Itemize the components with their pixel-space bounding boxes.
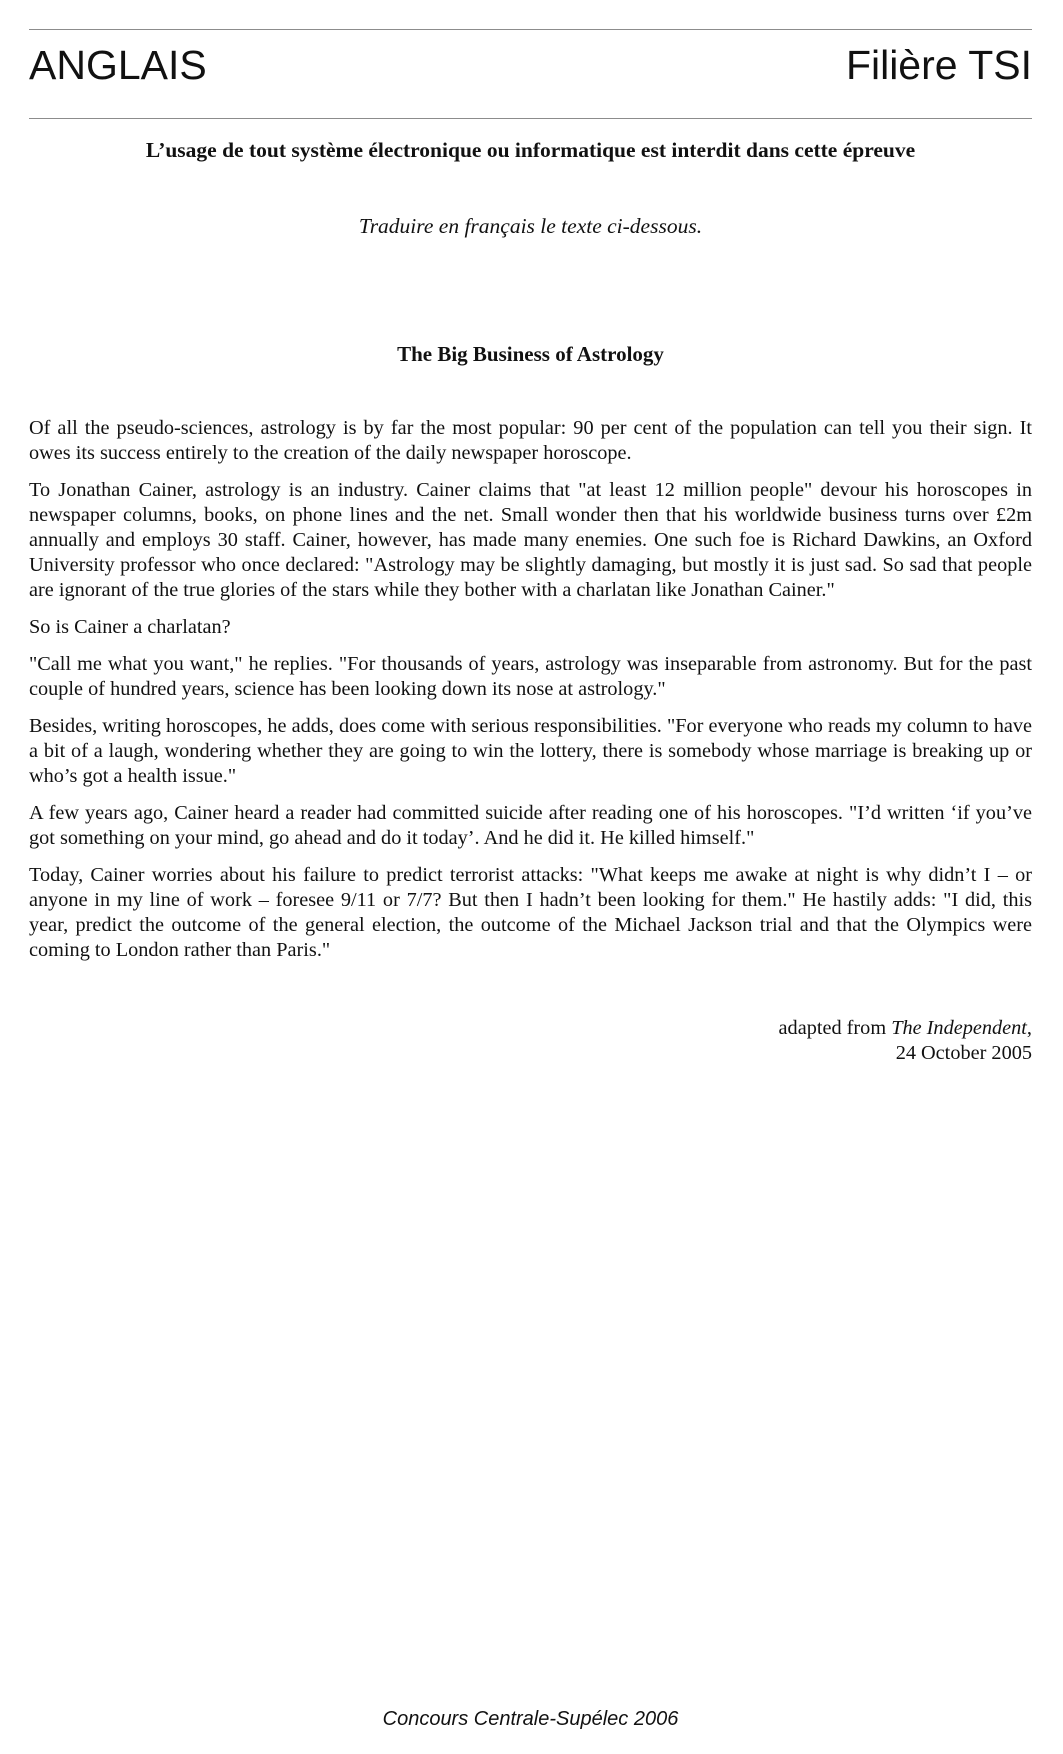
header-bottom-rule (29, 118, 1032, 119)
article-body (29, 416, 1032, 975)
source-publication: The Independent (891, 1017, 1027, 1039)
translation-instruction: Traduire en français le texte ci-dessous. (358, 214, 703, 238)
electronics-notice: L’usage de tout système électronique ou informatique est interdit dans cette épreuve (145, 138, 916, 162)
article-paragraph: Today, Cainer worries about his failure to predict terrorist attacks: "What keeps me awake at night is why didn’t I – or anyone in my line of work – foresee 9/11 or 7/7? But then I hadn’t been looking for them." He hastily adds: "I did, this year, predict the outcome of the general election, the outcome of the Michael Jackson trial and that the Olympics were coming to London rather than Paris." (29, 864, 1032, 961)
header-top-rule (29, 29, 1032, 30)
exam-page (29, 0, 1032, 1754)
article-paragraph: Besides, writing horoscopes, he adds, does come with serious responsibilities. "For everyone who reads my column to have a bit of a laugh, wondering whether they are going to win the lottery, there is somebody whose marriage is breaking up or who’s got a health issue." (29, 715, 1032, 787)
article-source (779, 1016, 1032, 1066)
article-paragraph: A few years ago, Cainer heard a reader had committed suicide after reading one of his horoscopes. "I’d written ‘if you’ve got something on your mind, go ahead and do it today’. And he did it. He killed himself." (29, 802, 1032, 849)
track-title: Filière TSI (845, 42, 1032, 88)
source-line (779, 1016, 1032, 1041)
article-paragraph: To Jonathan Cainer, astrology is an industry. Cainer claims that "at least 12 million people" devour his horoscopes in newspaper columns, books, on phone lines and the net. Small wonder then that his worldwide business turns over £2m annually and employs 30 staff. Cainer, however, has made many enemies. One such foe is Richard Dawkins, an Oxford University professor who once declared: "Astrology may be slightly damaging, but mostly it is just sad. So sad that people are ignorant of the true glories of the stars while they bother with a charlatan like Jonathan Cainer." (29, 479, 1032, 601)
subject-title: ANGLAIS (29, 42, 207, 88)
source-date: 24 October 2005 (895, 1042, 1032, 1064)
source-prefix: adapted from (778, 1017, 892, 1039)
article-paragraph: So is Cainer a charlatan? (29, 616, 231, 638)
source-suffix: , (1026, 1017, 1032, 1039)
page-footer: Concours Centrale-Supélec 2006 (382, 1708, 679, 1730)
article-title: The Big Business of Astrology (397, 342, 664, 366)
article-paragraph: "Call me what you want," he replies. "For thousands of years, astrology was inseparable from astronomy. But for the past couple of hundred years, science has been looking down its nose at astrology." (29, 653, 1032, 700)
article-paragraph: Of all the pseudo-sciences, astrology is by far the most popular: 90 per cent of the population can tell you their sign. It owes its success entirely to the creation of the daily newspaper horoscope. (29, 417, 1032, 464)
exam-header (29, 40, 1032, 90)
